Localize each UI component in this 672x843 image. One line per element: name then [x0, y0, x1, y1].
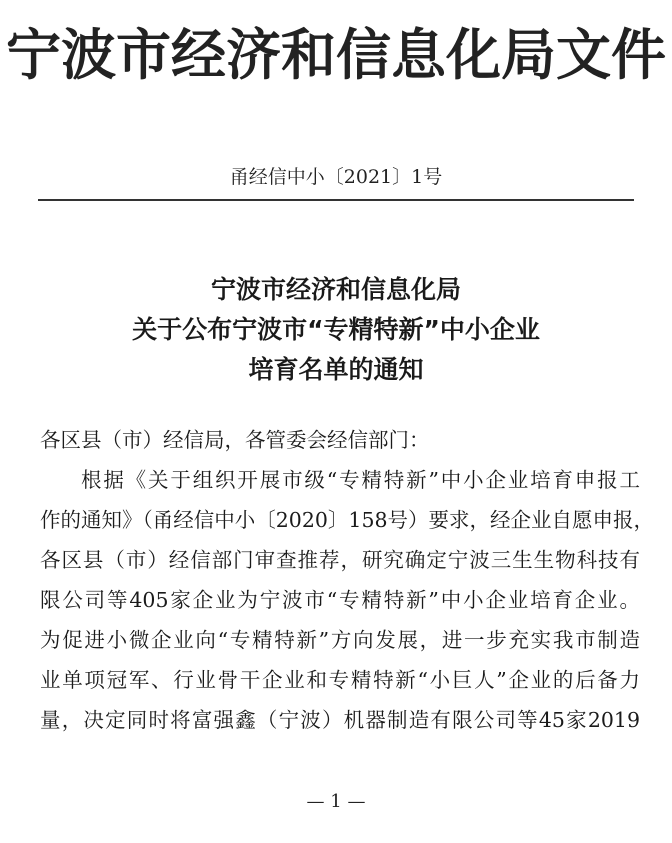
document-masthead: 宁波市经济和信息化局文件 — [5, 23, 666, 87]
salutation: 各区县（市）经信局，各管委会经信部门： — [40, 428, 430, 452]
body-line: 量，决定同时将富强鑫（宁波）机器制造有限公司等45家2019 — [40, 708, 640, 732]
body-line: 为促进小微企业向“专精特新”方向发展，进一步充实我市制造 — [40, 628, 640, 652]
notice-title — [0, 270, 672, 390]
notice-body — [40, 420, 655, 740]
body-line: 根据《关于组织开展市级“专精特新”中小企业培育申报工 — [81, 468, 640, 492]
body-line: 作的通知》（甬经信中小〔2020〕158号）要求，经企业自愿申报， — [40, 508, 655, 532]
body-line: 各区县（市）经信部门审查推荐，研究确定宁波三生生物科技有 — [40, 548, 640, 572]
body-line: 业单项冠军、行业骨干企业和专精特新“小巨人”企业的后备力 — [40, 668, 640, 692]
page-number: — 1 — — [306, 791, 366, 812]
title-line: 宁波市经济和信息化局 — [210, 275, 461, 304]
body-line: 限公司等405家企业为宁波市“专精特新”中小企业培育企业。 — [40, 588, 640, 612]
document-number: 甬经信中小〔2021〕1号 — [229, 166, 443, 188]
header-divider — [38, 199, 634, 201]
title-line: 关于公布宁波市“专精特新”中小企业 — [132, 315, 540, 344]
title-line: 培育名单的通知 — [248, 355, 424, 384]
